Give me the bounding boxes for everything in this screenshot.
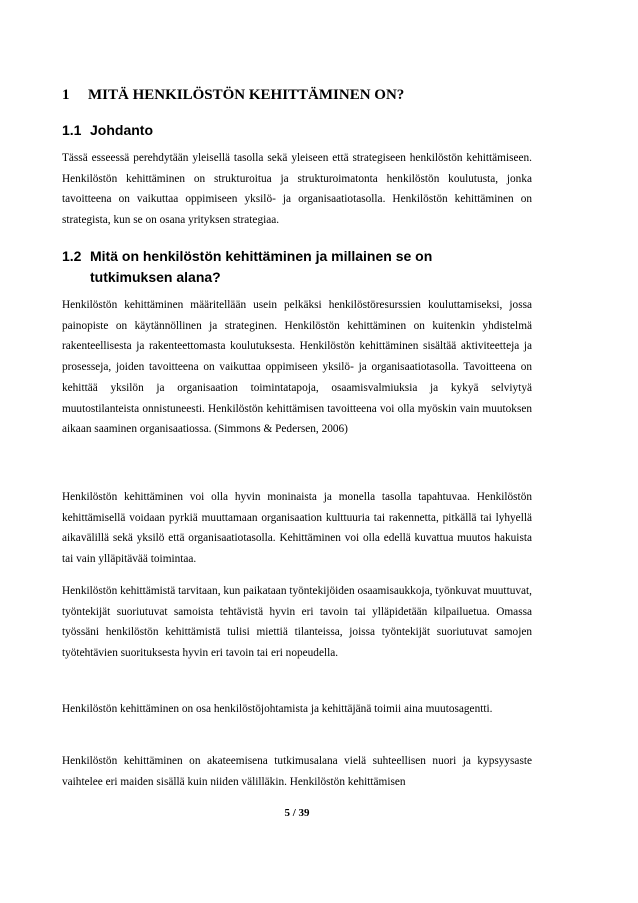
section-number: 1.2 bbox=[62, 248, 82, 264]
section-number: 1.1 bbox=[62, 122, 82, 138]
paragraph: Henkilöstön kehittäminen määritellään usein pelkäksi henkilöstöresurssien kouluttamiseksi, jossa painopiste on käytännöllinen ja strateginen. Henkilöstön kehittäminen on kuitenkin yhdistelmä rakenteellisesta ja rakenteettomasta koulutuksesta. Henkilöstön kehittäminen sisältää aktiviteetteja ja prosesseja, joiden tavoitteena on vaikuttaa oppimiseen yksilö- ja organisaatiotasolla. Tavoitteena on kehittää yksilön ja organisaation toimintatapoja, osaamisvalmiuksia ja kykyä selviytyä muutostilanteista onnistuneesti. Henkilöstön kehittämisen tavoitteena voi olla myöskin vain muutoksen aikaan saaminen organisaatiossa. (Simmons & Pedersen, 2006) bbox=[62, 299, 532, 436]
paragraph: Henkilöstön kehittämistä tarvitaan, kun paikataan työntekijöiden osaamisaukkoja, työnkuvat muuttuvat, työntekijät suoriutuvat samoista tehtävistä hyvin eri tavoin tai ylläpidetään kilpailuetua. Omassa työssäni henkilöstön kehittämistä tulisi miettiä tilanteissa, joissa työntekijät suoriutuvat samojen työtehtävien suorituksesta hyvin eri tavoin tai eri nopeudella. bbox=[62, 585, 532, 660]
section-title: Mitä on henkilöstön kehittäminen ja millainen se on tutkimuksen alana? bbox=[90, 248, 433, 285]
chapter-number: 1 bbox=[62, 87, 70, 103]
page-number: 5 / 39 bbox=[284, 807, 310, 819]
section-heading-1-2 bbox=[62, 246, 532, 288]
paragraph: Henkilöstön kehittäminen on akateemisena tutkimusalana vielä suhteellisen nuori ja kypsyysaste vaihtelee eri maiden sisällä kuin niiden välilläkin. Henkilöstön kehittämisen bbox=[62, 755, 532, 788]
document-page bbox=[62, 0, 532, 903]
section-heading-1-1 bbox=[62, 120, 532, 141]
paragraph: Henkilöstön kehittäminen on osa henkilöstöjohtamista ja kehittäjänä toimii aina muutosagentti. bbox=[62, 703, 493, 715]
section-title: Johdanto bbox=[90, 122, 153, 138]
chapter-title: MITÄ HENKILÖSTÖN KEHITTÄMINEN ON? bbox=[88, 87, 405, 103]
paragraph: Henkilöstön kehittäminen voi olla hyvin moninaista ja monella tasolla tapahtuvaa. Henkilöstön kehittämisellä voidaan pyrkiä muuttamaan organisaation kulttuuria tai rakennetta, pitkällä tai lyhyellä aikavälillä sekä yksilö että organisaatiotasolla. Kehittäminen voi olla edellä kuvattua muutos hakuista tai vain ylläpitävää toimintaa. bbox=[62, 491, 532, 566]
paragraph-intro: Tässä esseessä perehdytään yleisellä tasolla sekä yleiseen että strategiseen henkilöstön kehittämiseen. Henkilöstön kehittäminen on strukturoitua ja strukturoimatonta henkilöstön koulutusta, jonka tavoitteena on vaikuttaa oppimiseen yksilö- ja organisaatiotasolla. Henkilöstön kehittäminen on strategista, kun se on osana yrityksen strategiaa. bbox=[62, 152, 532, 227]
chapter-heading bbox=[62, 86, 532, 104]
